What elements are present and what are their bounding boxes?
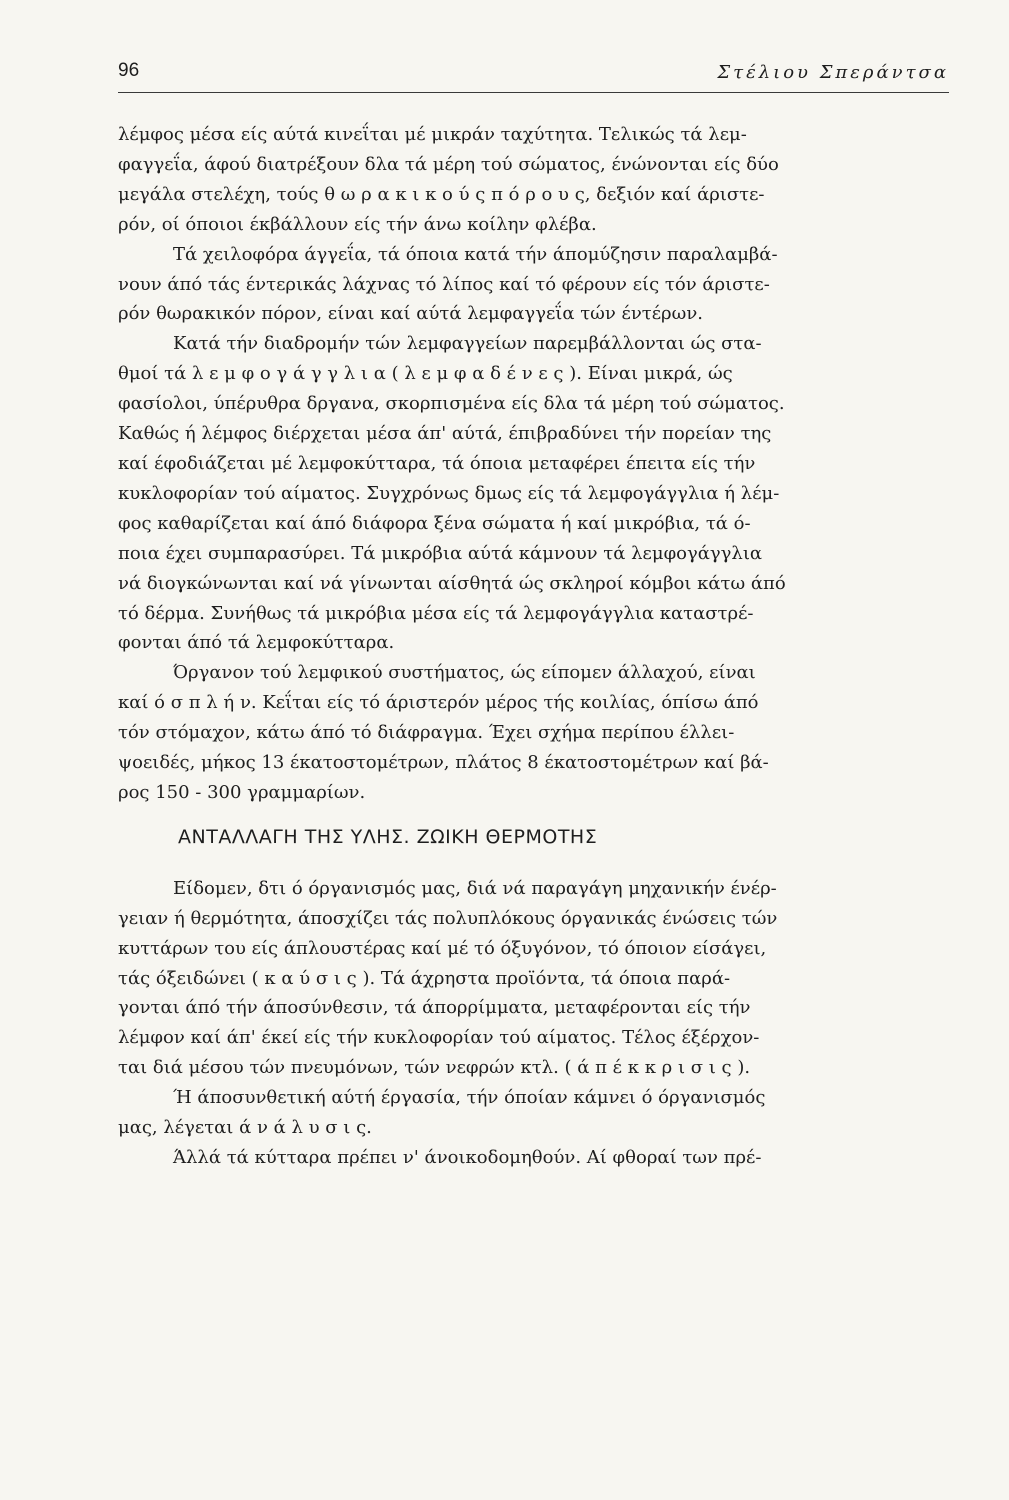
- paragraph-lacteal-vessels: Τά χειλοφόρα άγγεΐα, τά όποια κατά τήν άπομύζησιν παραλαμβά- νουν άπό τάς έντερικάς λάχνας τό λίπος καί τό φέρουν είς τόν άριστε- ρόν θωρακικόν πόρον, είναι καί αύτά λεμφαγγεΐα τών έντέρων.: [118, 243, 778, 325]
- section-heading: ΑΝΤΑΛΛΑΓΗ ΤΗΣ ΥΛΗΣ. ΖΩΙΚΗ ΘΕΡΜΟΤΗΣ: [178, 825, 598, 848]
- paragraph-catabolism: Είδομεν, δτι ό όργανισμός μας, διά νά παραγάγη μηχανικήν ένέρ- γειαν ή θερμότητα, άποσχίζει τάς πολυπλόκους όργανικάς ένώσεις τών κυττάρων του είς άπλουστέρας καί μέ τό όξυγόνον, τό όποιον είσάγει, τάς όξειδώνει ( κ α ύ σ ι ς ). Τά άχρηστα προϊόντα, τά όποια παρά- γονται άπό τήν άποσύνθεσιν, τά άπορρίμματα, μεταφέρονται είς τήν λέμφον καί άπ' έκεί είς τήν κυκλοφορίαν τού αίματος. Τέλος έξέρχον- ται διά μέσου τών πνευμόνων, τών νεφρών κτλ. ( ά π έ κ κ ρ ι σ ι ς ).: [118, 877, 778, 1079]
- page-header: [118, 58, 949, 93]
- paragraph-spleen: Όργανον τού λεμφικού συστήματος, ώς είπομεν άλλαχού, είναι καί ό σ π λ ή ν. Κεΐται είς τό άριστερόν μέρος τής κοιλίας, όπίσω άπό τόν στόμαχον, κάτω άπό τό διάφραγμα. Έχει σχήμα περίπου έλλει- ψοειδές, μήκος 13 έκατοστομέτρων, πλάτος 8 έκατοστομέτρων καί βά- ρος 150 - 300 γραμμαρίων.: [118, 662, 769, 803]
- running-head: Στέλιου Σπεράντσα: [717, 62, 949, 83]
- paragraph-lymph-nodes: Κατά τήν διαδρομήν τών λεμφαγγείων παρεμβάλλονται ώς στα- θμοί τά λ ε μ φ ο γ ά γ γ λ ι α ( λ ε μ φ α δ έ ν ε ς ). Είναι μικρά, ώς φασίολοι, ύπέρυθρα δργανα, σκορπισμένα είς δλα τά μέρη τού σώματος. Καθώς ή λέμφος διέρχεται μέσα άπ' αύτά, έπιβραδύνει τήν πορείαν της καί έφοδιάζεται μέ λεμφοκύτταρα, τά όποια μεταφέρει έπειτα είς τήν κυκλοφορίαν τού αίματος. Συγχρόνως δμως είς τά λεμφογάγγλια ή λέμ- φος καθαρίζεται καί άπό διάφορα ξένα σώματα ή καί μικρόβια, τά ό- ποια έχει συμπαρασύρει. Τά μικρόβια αύτά κάμνουν τά λεμφογάγγλια νά διογκώνωνται καί νά γίνωνται αίσθητά ώς σκληροί κόμβοι κάτω άπό τό δέρμα. Συνήθως τά μικρόβια μέσα είς τά λεμφογάγγλια καταστρέ- φονται άπό τά λεμφοκύτταρα.: [118, 333, 786, 654]
- paragraph-lymph-flow: λέμφος μέσα είς αύτά κινεΐται μέ μικράν ταχύτητα. Τελικώς τά λεμ- φαγγεΐα, άφού διατρέξουν δλα τά μέρη τού σώματος, ένώνονται είς δύο μεγάλα στελέχη, τούς θ ω ρ α κ ι κ ο ύ ς π ό ρ ο υ ς, δεξιόν καί άριστε- ρόν, οί όποιοι έκβάλλουν είς τήν άνω κοίλην φλέβα.: [118, 124, 779, 235]
- page-body: [118, 120, 950, 1173]
- paragraph-rebuilding: Άλλά τά κύτταρα πρέπει ν' άνοικοδομηθούν. Αί φθοραί των πρέ-: [173, 1147, 762, 1168]
- paragraph-analysis: Ή άποσυνθετική αύτή έργασία, τήν όποίαν κάμνει ό όργανισμός μας, λέγεται ά ν ά λ υ σ ι ς.: [118, 1087, 766, 1139]
- page-number: 96: [118, 60, 140, 81]
